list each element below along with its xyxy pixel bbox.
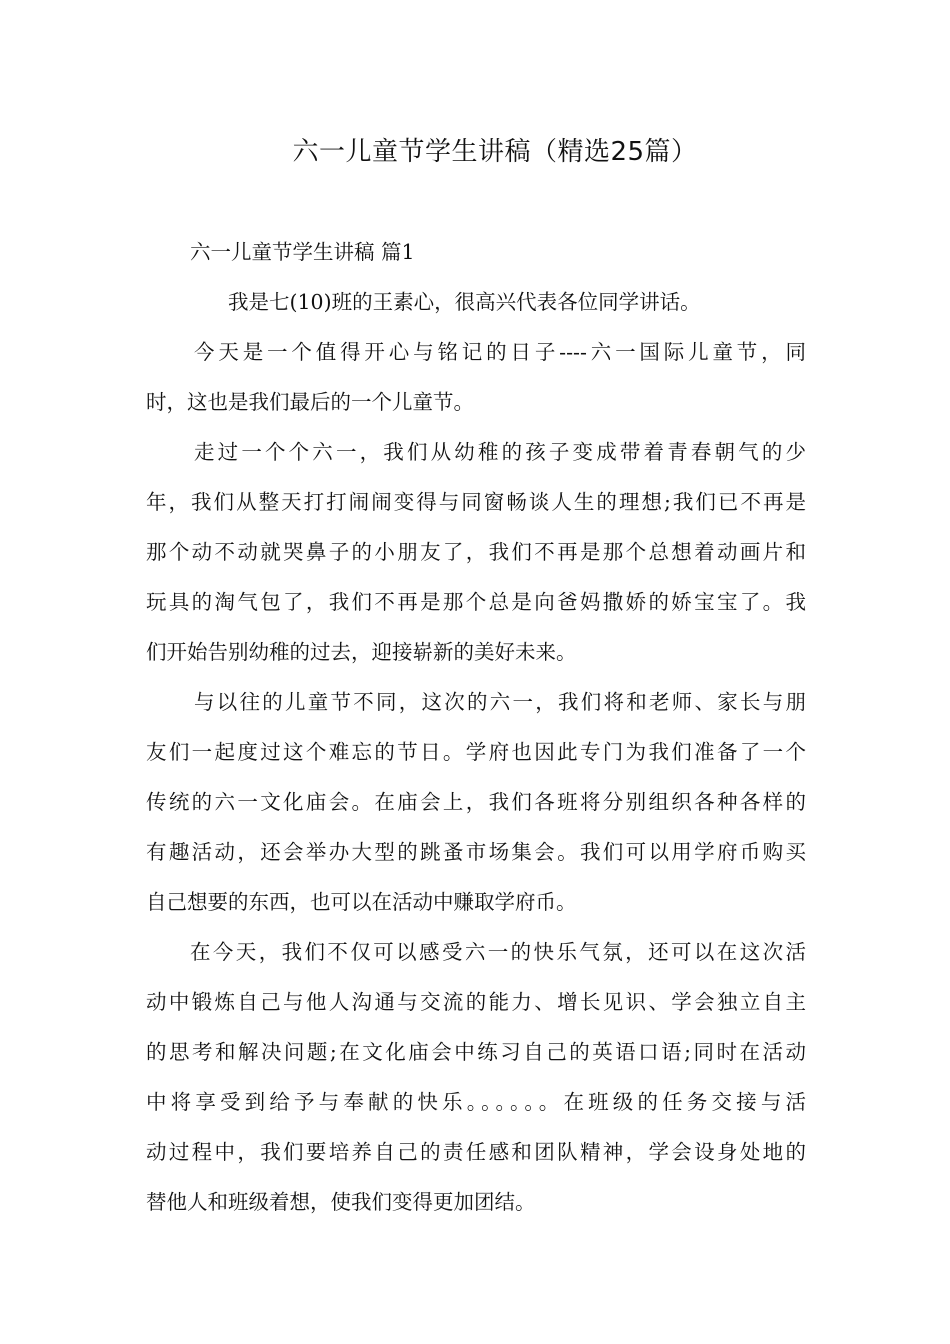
paragraph-line: 动过程中，我们要培养自己的责任感和团队精神，学会设身处地的 <box>146 1140 806 1164</box>
paragraph-line: 玩具的淘气包了，我们不再是那个总是向爸妈撒娇的娇宝宝了。我 <box>146 590 806 614</box>
paragraph-line: 自己想要的东西，也可以在活动中赚取学府币。 <box>146 890 577 914</box>
paragraph-line: 与以往的儿童节不同，这次的六一，我们将和老师、家长与朋 <box>194 690 806 714</box>
paragraph-line: 替他人和班级着想，使我们变得更加团结。 <box>146 1190 536 1214</box>
paragraph-line: 时，这也是我们最后的一个儿童节。 <box>146 390 474 414</box>
paragraph-line: 传统的六一文化庙会。在庙会上，我们各班将分别组织各种各样的 <box>146 790 806 814</box>
paragraph-line: 走过一个个六一，我们从幼稚的孩子变成带着青春朝气的少 <box>194 440 806 464</box>
paragraph-line: 友们一起度过这个难忘的节日。学府也因此专门为我们准备了一个 <box>146 740 806 764</box>
paragraph-line: 年，我们从整天打打闹闹变得与同窗畅谈人生的理想;我们已不再是 <box>146 490 806 514</box>
paragraph-line: 那个动不动就哭鼻子的小朋友了，我们不再是那个总想着动画片和 <box>146 540 806 564</box>
paragraph-line: 我是七(10)班的王素心，很高兴代表各位同学讲话。 <box>228 290 701 314</box>
paragraph-line: 的思考和解决问题;在文化庙会中练习自己的英语口语;同时在活动 <box>146 1040 806 1064</box>
paragraph-line: 在今天，我们不仅可以感受六一的快乐气氛，还可以在这次活 <box>190 940 806 964</box>
paragraph-line: 中将享受到给予与奉献的快乐。。。。。。在班级的任务交接与活 <box>146 1090 806 1114</box>
paragraph-line: 今天是一个值得开心与铭记的日子----六一国际儿童节，同 <box>194 340 806 364</box>
document-title: 六一儿童节学生讲稿（精选25篇） <box>292 137 698 167</box>
paragraph-line: 动中锻炼自己与他人沟通与交流的能力、增长见识、学会独立自主 <box>146 990 806 1014</box>
paragraph-line: 们开始告别幼稚的过去，迎接崭新的美好未来。 <box>146 640 577 664</box>
paragraph-line: 有趣活动，还会举办大型的跳蚤市场集会。我们可以用学府币购买 <box>146 840 806 864</box>
section-heading: 六一儿童节学生讲稿 篇1 <box>190 240 415 264</box>
